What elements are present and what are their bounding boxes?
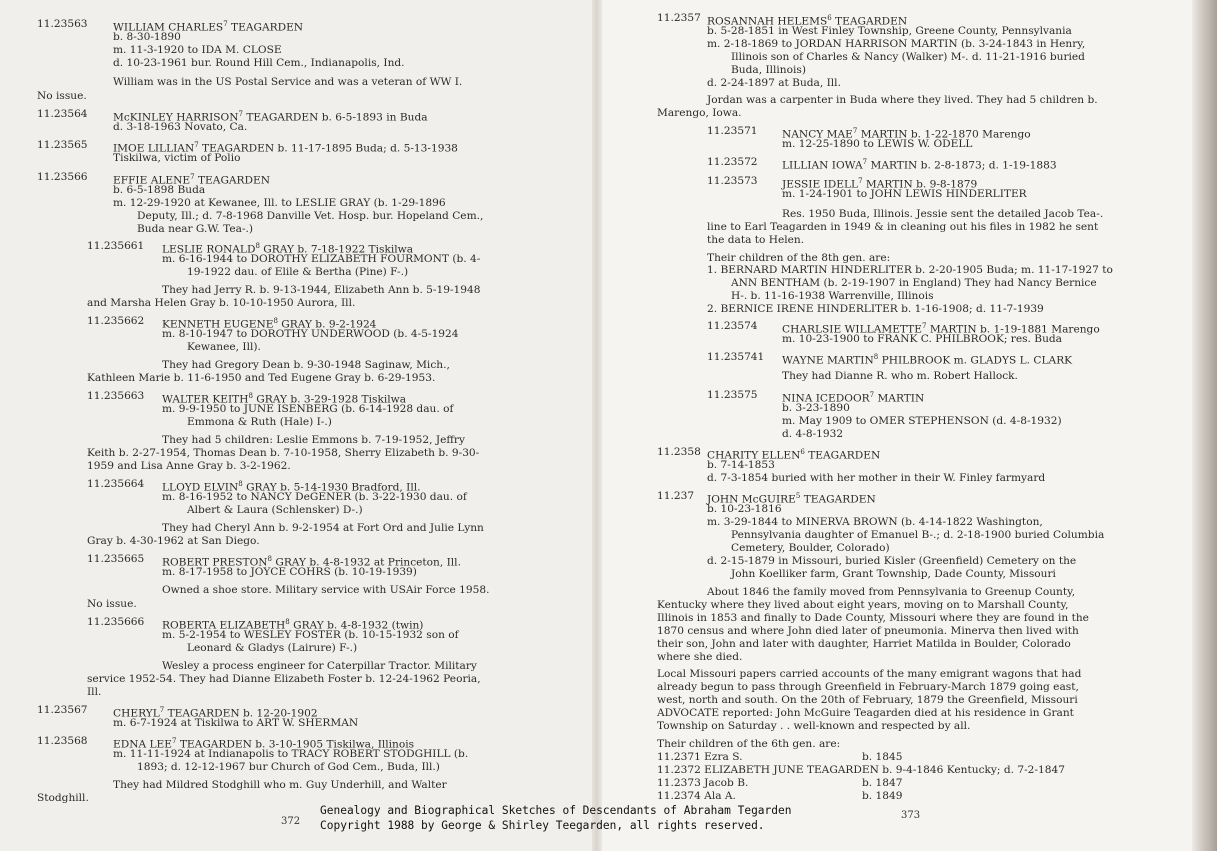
text-line: d. 2-15-1879 in Missouri, buried Kisler (Greenfield) Cemetery on the	[707, 555, 1077, 567]
text-line: Illinois son of Charles & Nancy (Walker) M-. d. 11-21-1916 buried	[731, 51, 1085, 63]
text-line: m. 5-2-1954 to WESLEY FOSTER (b. 10-15-1932 son of	[162, 629, 459, 641]
text-line: m. 2-18-1869 to JORDAN HARRISON MARTIN (b. 3-24-1843 in Henry,	[707, 38, 1086, 50]
entry-heading: WALTER KEITH$^8$ GRAY b. 3-29-1928 Tiskilwa	[162, 392, 407, 406]
entry-heading: NANCY MAE$^7$ MARTIN b. 1-22-1870 Marengo	[782, 127, 1031, 141]
page-edge	[1192, 0, 1217, 851]
text-line: already begun to pass through Greenfield in February-March 1879 going east,	[657, 681, 1079, 693]
text-line: and Marsha Helen Gray b. 10-10-1950 Aurora, Ill.	[87, 297, 356, 309]
text-line: Kathleen Marie b. 11-6-1950 and Ted Eugene Gray b. 6-29-1953.	[87, 372, 436, 384]
entry-heading: NINA ICEDOOR$^7$ MARTIN	[782, 391, 925, 405]
text-line: where she died.	[657, 651, 743, 663]
text-line: b. 1849	[862, 790, 903, 802]
text-line: b. 5-28-1851 in West Finley Township, Greene County, Pennsylvania	[707, 25, 1072, 37]
text-line: 11.2374 Ala A.	[657, 790, 736, 802]
entry-id: 11.235662	[87, 315, 145, 327]
text-line: m. 1-24-1901 to JOHN LEWIS HINDERLITER	[782, 188, 1027, 200]
entry-id: 11.23567	[37, 704, 88, 716]
text-line: About 1846 the family moved from Pennsylvania to Greenup County,	[707, 586, 1076, 598]
footer-copyright: Copyright 1988 by George & Shirley Teegarden, all rights reserved.	[320, 819, 765, 832]
text-line: Kentucky where they lived about eight years, moving on to Marshall County,	[657, 599, 1069, 611]
text-line: m. 11-11-1924 at Indianapolis to TRACY ROBERT STODGHILL (b.	[113, 748, 469, 760]
entry-heading: LILLIAN IOWA$^7$ MARTIN b. 2-8-1873; d. 1-19-1883	[782, 158, 1057, 172]
text-line: Stodghill.	[37, 792, 89, 804]
text-line: m. 6-7-1924 at Tiskilwa to ART W. SHERMAN	[113, 717, 359, 729]
text-line: ANN BENTHAM (b. 2-19-1907 in England) They had Nancy Bernice	[731, 277, 1097, 289]
text-line: Township on Saturday . . well-known and respected by all.	[657, 720, 971, 732]
text-line: Jordan was a carpenter in Buda where they lived. They had 5 children b.	[707, 94, 1098, 106]
text-line: Ill.	[87, 686, 102, 698]
entry-heading: IMOE LILLIAN$^7$ TEAGARDEN b. 11-17-1895 Buda; d. 5-13-1938	[113, 141, 458, 155]
text-line: west, north and south. On the 20th of February, 1879 the Greenfield, Missouri	[657, 694, 1078, 706]
entry-heading: KENNETH EUGENE$^8$ GRAY b. 9-2-1924	[162, 317, 377, 331]
text-line: line to Earl Teagarden in 1949 & in cleaning out his files in 1982 he sent	[707, 221, 1099, 233]
text-line: 19-1922 dau. of Elile & Bertha (Pine) F-.)	[187, 266, 409, 278]
text-line: 1893; d. 12-12-1967 bur Church of God Cem., Buda, Ill.)	[137, 761, 440, 773]
text-line: Wesley a process engineer for Caterpillar Tractor. Military	[162, 660, 477, 672]
entry-heading: CHERYL$^7$ TEAGARDEN b. 12-20-1902	[113, 706, 318, 720]
text-line: 11.2372 ELIZABETH JUNE TEAGARDEN b. 9-4-1846 Kentucky; d. 7-2-1847	[657, 764, 1065, 776]
text-line: m. May 1909 to OMER STEPHENSON (d. 4-8-1932)	[782, 415, 1062, 427]
text-line: m. 12-29-1920 at Kewanee, Ill. to LESLIE GRAY (b. 1-29-1896	[113, 197, 446, 209]
text-line: They had Gregory Dean b. 9-30-1948 Saginaw, Mich.,	[162, 359, 450, 371]
text-line: 2. BERNICE IRENE HINDERLITER b. 1-16-1908; d. 11-7-1939	[707, 303, 1044, 315]
text-line: Gray b. 4-30-1962 at San Diego.	[87, 535, 260, 547]
text-line: H-. b. 11-16-1938 Warrenville, Illinois	[731, 290, 934, 302]
text-line: m. 8-16-1952 to NANCY DeGENER (b. 3-22-1930 dau. of	[162, 491, 467, 503]
text-line: 11.2373 Jacob B.	[657, 777, 749, 789]
text-line: Deputy, Ill.; d. 7-8-1968 Danville Vet. Hosp. bur. Hopeland Cem.,	[137, 210, 484, 222]
entry-heading: LESLIE RONALD$^8$ GRAY b. 7-18-1922 Tiskilwa	[162, 242, 414, 256]
text-line: Owned a shoe store. Military service with USAir Force 1958.	[162, 584, 490, 596]
text-line: Buda, Illinois)	[731, 64, 806, 76]
entry-id: 11.235665	[87, 553, 145, 565]
entry-id: 11.235666	[87, 616, 145, 628]
text-line: m. 9-9-1950 to JUNE ISENBERG (b. 6-14-1928 dau. of	[162, 403, 454, 415]
entry-heading: WAYNE MARTIN$^8$ PHILBROOK m. GLADYS L. CLARK	[782, 353, 1073, 367]
entry-heading: JESSIE IDELL$^7$ MARTIN b. 9-8-1879	[782, 177, 978, 191]
text-line: service 1952-54. They had Dianne Elizabeth Foster b. 12-24-1962 Peoria,	[87, 673, 481, 685]
text-line: b. 3-23-1890	[782, 402, 850, 414]
entry-heading: CHARLSIE WILLAMETTE$^7$ MARTIN b. 1-19-1881 Marengo	[782, 322, 1100, 336]
entry-id: 11.23573	[707, 175, 758, 187]
entry-heading: ROSANNAH HELEMS$^6$ TEAGARDEN	[707, 14, 908, 28]
entry-heading: ROBERT PRESTON$^8$ GRAY b. 4-8-1932 at Princeton, Ill.	[162, 555, 461, 569]
text-line: Tiskilwa, victim of Polio	[113, 152, 241, 164]
text-line: They had Cheryl Ann b. 9-2-1954 at Fort Ord and Julie Lynn	[162, 522, 484, 534]
entry-id: 11.23574	[707, 320, 758, 332]
text-line: Marengo, Iowa.	[657, 107, 742, 119]
text-line: b. 1847	[862, 777, 903, 789]
text-line: d. 7-3-1854 buried with her mother in their W. Finley farmyard	[707, 472, 1046, 484]
entry-heading: LLOYD ELVIN$^8$ GRAY b. 5-14-1930 Bradford, Ill.	[162, 480, 421, 494]
text-line: Cemetery, Boulder, Colorado)	[731, 542, 890, 554]
text-line: They had Jerry R. b. 9-13-1944, Elizabeth Ann b. 5-19-1948	[162, 284, 481, 296]
text-line: d. 3-18-1963 Novato, Ca.	[113, 121, 248, 133]
entry-id: 11.23575	[707, 389, 758, 401]
entry-id: 11.235741	[707, 351, 765, 363]
entry-id: 11.23566	[37, 171, 88, 183]
text-line: Albert & Laura (Schlensker) D-.)	[187, 504, 363, 516]
footer-title: Genealogy and Biographical Sketches of Descendants of Abraham Tegarden	[320, 804, 792, 817]
book-gutter	[592, 0, 602, 851]
text-line: the data to Helen.	[707, 234, 805, 246]
entry-id: 11.23564	[37, 108, 88, 120]
text-line: Local Missouri papers carried accounts of the many emigrant wagons that had	[657, 668, 1082, 680]
text-line: 11.2371 Ezra S.	[657, 751, 743, 763]
text-line: They had Dianne R. who m. Robert Hallock.	[782, 370, 1018, 382]
entry-heading: EFFIE ALENE$^7$ TEAGARDEN	[113, 173, 271, 187]
text-line: Emmona & Ruth (Hale) I-.)	[187, 416, 332, 428]
entry-heading: McKINLEY HARRISON$^7$ TEAGARDEN b. 6-5-1893 in Buda	[113, 110, 428, 124]
entry-id: 11.235663	[87, 390, 145, 402]
entry-id: 11.23572	[707, 156, 758, 168]
text-line: m. 3-29-1844 to MINERVA BROWN (b. 4-14-1822 Washington,	[707, 516, 1043, 528]
text-line: b. 6-5-1898 Buda	[113, 184, 206, 196]
text-line: Illinois in 1853 and finally to Dade County, Missouri where they are found in the	[657, 612, 1089, 624]
page-number-left: 372	[281, 816, 301, 827]
text-line: 1959 and Lisa Anne Gray b. 3-2-1962.	[87, 460, 291, 472]
text-line: Buda near G.W. Tea-.)	[137, 223, 254, 235]
entry-id: 11.2357	[657, 12, 701, 24]
text-line: d. 10-23-1961 bur. Round Hill Cem., Indianapolis, Ind.	[113, 57, 405, 69]
text-line: Their children of the 6th gen. are:	[657, 738, 841, 750]
entry-id: 11.23571	[707, 125, 758, 137]
entry-id: 11.237	[657, 490, 695, 502]
entry-heading: ROBERTA ELIZABETH$^8$ GRAY b. 4-8-1932 (twin)	[162, 618, 424, 632]
text-line: m. 6-16-1944 to DOROTHY ELIZABETH FOURMONT (b. 4-	[162, 253, 481, 265]
entry-heading: WILLIAM CHARLES$^7$ TEAGARDEN	[113, 20, 304, 34]
text-line: William was in the US Postal Service and was a veteran of WW I.	[113, 76, 463, 88]
text-line: 1870 census and where John died later of pneumonia. Minerva then lived with	[657, 625, 1079, 637]
text-line: Leonard & Gladys (Lairure) F-.)	[187, 642, 358, 654]
footer	[320, 803, 791, 833]
text-line: m. 10-23-1900 to FRANK C. PHILBROOK; res. Buda	[782, 333, 1062, 345]
entry-id: 11.235664	[87, 478, 145, 490]
text-line: d. 4-8-1932	[782, 428, 844, 440]
text-line: Pennsylvania daughter of Emanuel B-.; d. 2-18-1900 buried Columbia	[731, 529, 1105, 541]
text-line: John Koelliker farm, Grant Township, Dade County, Missouri	[731, 568, 1056, 580]
text-line: their son, John and later with daughter, Harriet Matilda in Boulder, Colorado	[657, 638, 1071, 650]
text-line: No issue.	[87, 598, 137, 610]
entry-heading: EDNA LEE$^7$ TEAGARDEN b. 3-10-1905 Tiskilwa, Illinois	[113, 737, 415, 751]
text-line: They had Mildred Stodghill who m. Guy Underhill, and Walter	[113, 779, 447, 791]
entry-id: 11.23568	[37, 735, 88, 747]
text-line: m. 11-3-1920 to IDA M. CLOSE	[113, 44, 282, 56]
entry-id: 11.235661	[87, 240, 145, 252]
text-line: 1. BERNARD MARTIN HINDERLITER b. 2-20-1905 Buda; m. 11-17-1927 to	[707, 264, 1113, 276]
text-line: b. 8-30-1890	[113, 31, 181, 43]
entry-id: 11.23563	[37, 18, 88, 30]
text-line: Their children of the 8th gen. are:	[707, 252, 891, 264]
text-line: d. 2-24-1897 at Buda, Ill.	[707, 77, 841, 89]
text-line: They had 5 children: Leslie Emmons b. 7-19-1952, Jeffry	[162, 434, 465, 446]
text-line: m. 12-25-1890 to LEWIS W. ODELL	[782, 138, 973, 150]
entry-id: 11.2358	[657, 446, 701, 458]
text-line: No issue.	[37, 90, 87, 102]
text-line: b. 1845	[862, 751, 903, 763]
text-line: m. 8-10-1947 to DOROTHY UNDERWOOD (b. 4-5-1924	[162, 328, 459, 340]
entry-id: 11.23565	[37, 139, 88, 151]
text-line: ADVOCATE reported: John McGuire Teagarden died at his residence in Grant	[657, 707, 1074, 719]
text-line: b. 10-23-1816	[707, 503, 782, 515]
text-line: b. 7-14-1853	[707, 459, 775, 471]
entry-heading: CHARITY ELLEN$^6$ TEAGARDEN	[707, 448, 881, 462]
text-line: m. 8-17-1958 to JOYCE COHRS (b. 10-19-1939)	[162, 566, 417, 578]
entry-heading: JOHN McGUIRE$^5$ TEAGARDEN	[707, 492, 876, 506]
text-line: Kewanee, Ill).	[187, 341, 261, 353]
text-line: Res. 1950 Buda, Illinois. Jessie sent the detailed Jacob Tea-.	[782, 208, 1104, 220]
page-number-right: 373	[901, 810, 921, 821]
text-line: Keith b. 2-27-1954, Thomas Dean b. 7-10-1958, Sherry Elizabeth b. 9-30-	[87, 447, 480, 459]
